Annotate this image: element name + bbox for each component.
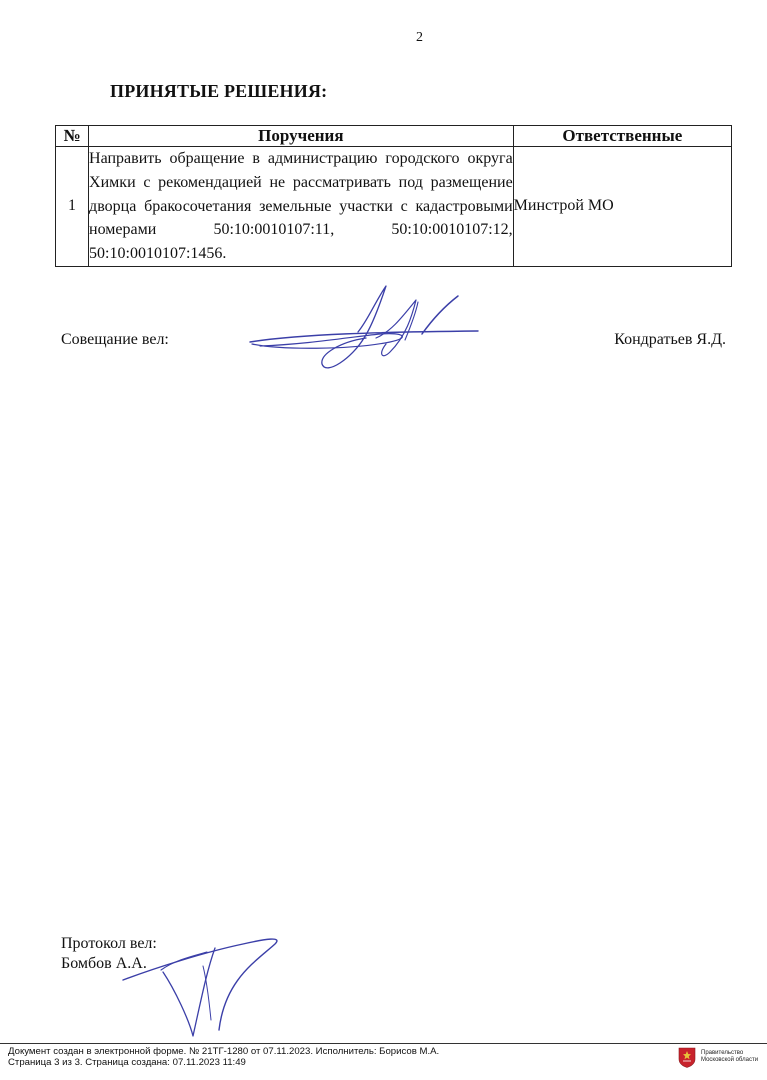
- protocol-keeper-label: Протокол вел:: [61, 935, 157, 952]
- row-task: Направить обращение в администрацию городского округа Химки с рекомендацией не рассматривать под размещение дворца бракосочетания земельные участки с кадастровыми номерами 50:10:0010107:11, 50:10:0010107:12, 50:10:0010107:1456.: [89, 147, 514, 267]
- row-num: 1: [56, 147, 89, 267]
- footer-page-info: Страница 3 из 3. Страница создана: 07.11.2023 11:49: [8, 1057, 246, 1068]
- section-title: ПРИНЯТЫЕ РЕШЕНИЯ:: [110, 81, 328, 101]
- footer-document-info: Документ создан в электронной форме. № 21ТГ-1280 от 07.11.2023. Исполнитель: Борисов М.А.: [8, 1046, 440, 1057]
- table-header-row: [56, 126, 732, 147]
- header-num: №: [56, 126, 89, 147]
- decisions-table: [55, 125, 732, 267]
- meeting-chair-label: Совещание вел:: [61, 331, 169, 348]
- signature-icon: [240, 280, 485, 385]
- coat-of-arms-icon: [678, 1046, 696, 1068]
- table-row: [56, 147, 732, 267]
- government-name-line2: Московской области: [701, 1057, 759, 1063]
- footer-divider: [0, 1043, 767, 1044]
- signature-icon: [115, 930, 290, 1045]
- meeting-chair-name: Кондратьев Я.Д.: [614, 331, 726, 348]
- header-responsible: Ответственные: [513, 126, 731, 147]
- government-name-line1: Правительство: [701, 1050, 744, 1056]
- row-responsible: Минстрой МО: [513, 147, 731, 267]
- protocol-keeper-name: Бомбов А.А.: [61, 955, 147, 972]
- page-number: 2: [416, 30, 423, 45]
- header-task: Поручения: [89, 126, 514, 147]
